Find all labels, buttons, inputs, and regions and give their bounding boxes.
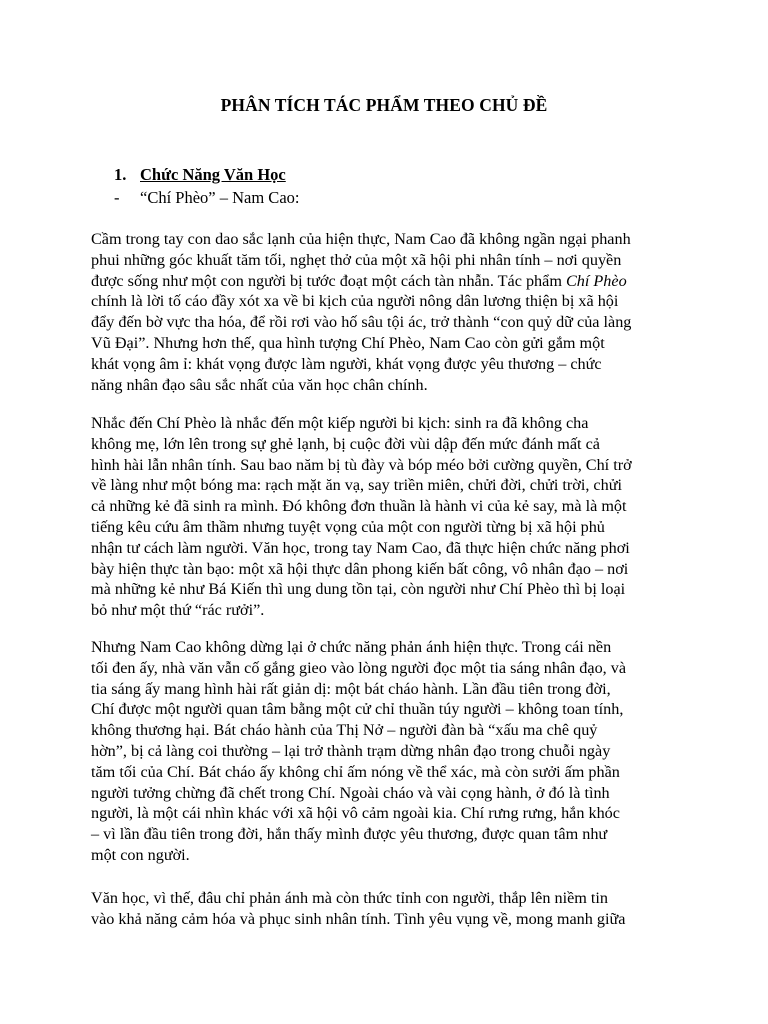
- bullet-dash: -: [114, 188, 120, 207]
- text-line: bày hiện thực tàn bạo: một xã hội thực dân phong kiến bất công, vô nhân đạo – nơi: [91, 559, 629, 578]
- text-line: nhận tư cách làm người. Văn học, trong tay Nam Cao, đã thực hiện chức năng phơi: [91, 538, 630, 557]
- text-line: bỏ như một thứ “rác rưởi”.: [91, 601, 265, 620]
- text-line: về làng như một bóng ma: rạch mặt ăn vạ, say triền miên, chửi đời, chửi trời, chửi: [91, 476, 622, 495]
- text-line: Chí được một người quan tâm bằng một cử chỉ thuần túy người – không toan tính,: [91, 700, 624, 719]
- text-line: vào khả năng cảm hóa và phục sinh nhân tính. Tình yêu vụng về, mong manh giữa: [91, 909, 626, 928]
- text-line: Nhắc đến Chí Phèo là nhắc đến một kiếp người bi kịch: sinh ra đã không cha: [91, 414, 589, 432]
- text-line: phui những góc khuất tăm tối, nghẹt thở của một xã hội phi nhân tính – nơi quyền: [91, 250, 622, 269]
- text-line: hờn”, bị cả làng coi thường – lại trở thành trạm dừng nhân đạo trong chuỗi ngày: [91, 741, 611, 760]
- text-line: không thương hại. Bát cháo hành của Thị Nở – người đàn bà “xấu ma chê quỷ: [91, 721, 598, 740]
- text-line: người tưởng chừng đã chết trong Chí. Ngoài cháo và vài cọng hành, ở đó là tình: [91, 783, 610, 802]
- text-line: hình hài lẫn nhân tính. Sau bao năm bị tù đày và bóp méo bởi cường quyền, Chí trở: [91, 455, 632, 474]
- text-line: [91, 271, 691, 292]
- text-line: khát vọng âm ỉ: khát vọng được làm người, khát vọng được yêu thương – chức: [91, 354, 602, 373]
- text-line: Nhưng Nam Cao không dừng lại ở chức năng phản ánh hiện thực. Trong cái nền: [91, 638, 612, 656]
- text-run: được sống như một con người bị tước đoạt một cách tàn nhẫn. Tác phẩm: [91, 271, 566, 290]
- text-line: năng nhân đạo sâu sắc nhất của văn học chân chính.: [91, 375, 428, 394]
- section-heading-text: Chức Năng Văn Học: [140, 165, 286, 184]
- paragraph-3: [91, 637, 691, 866]
- section-heading: [114, 165, 286, 185]
- section-subitem: [114, 188, 299, 208]
- text-line: tiếng kêu cứu âm thầm nhưng tuyệt vọng của một con người từng bị xã hội phủ: [91, 517, 605, 536]
- text-line: mà những kẻ như Bá Kiến thì ung dung tồn tại, còn người như Chí Phèo thì bị loại: [91, 580, 626, 599]
- text-line: Cầm trong tay con dao sắc lạnh của hiện thực, Nam Cao đã không ngần ngại phanh: [91, 230, 631, 248]
- paragraph-2: [91, 413, 691, 621]
- text-line: không mẹ, lớn lên trong sự ghẻ lạnh, bị cuộc đời vùi dập đến mức đánh mất cả: [91, 434, 600, 453]
- text-line: cả những kẻ đã sinh ra mình. Đó không đơn thuần là hành vi của kẻ say, mà là một: [91, 497, 627, 516]
- text-line: Văn học, vì thế, đâu chỉ phản ánh mà còn thức tỉnh con người, thắp lên niềm tin: [91, 889, 609, 907]
- text-line: – vì lần đầu tiên trong đời, hắn thấy mình được yêu thương, được quan tâm như: [91, 825, 608, 844]
- text-line: Vũ Đại”. Nhưng hơn thế, qua hình tượng Chí Phèo, Nam Cao còn gửi gắm một: [91, 333, 605, 352]
- text-line: tăm tối của Chí. Bát cháo ấy không chỉ ấm nóng về thể xác, mà còn sưởi ấm phần: [91, 762, 620, 781]
- work-title-italic: Chí Phèo: [565, 271, 627, 290]
- text-line: chính là lời tố cáo đầy xót xa về bi kịch của người nông dân lương thiện bị xã hội: [91, 292, 619, 311]
- paragraph-4: [91, 888, 691, 930]
- text-line: một con người.: [91, 845, 190, 864]
- text-line: tối đen ấy, nhà văn vẫn cố gắng gieo vào lòng người đọc một tia sáng nhân đạo, và: [91, 658, 627, 677]
- subitem-text: “Chí Phèo” – Nam Cao:: [140, 188, 300, 207]
- text-line: người, là một cái nhìn khác với xã hội vô cảm ngoài kia. Chí rưng rưng, hắn khóc: [91, 804, 620, 823]
- text-line: tia sáng ấy mang hình hài rất giản dị: một bát cháo hành. Lần đầu tiên trong đời,: [91, 679, 611, 698]
- section-number: 1.: [114, 165, 127, 184]
- paragraph-1: [91, 229, 691, 395]
- document-title: PHÂN TÍCH TÁC PHẨM THEO CHỦ ĐỀ: [220, 95, 548, 115]
- text-line: đẩy đến bờ vực tha hóa, để rồi rơi vào hố sâu tội ác, trở thành “con quỷ dữ của làng: [91, 313, 632, 332]
